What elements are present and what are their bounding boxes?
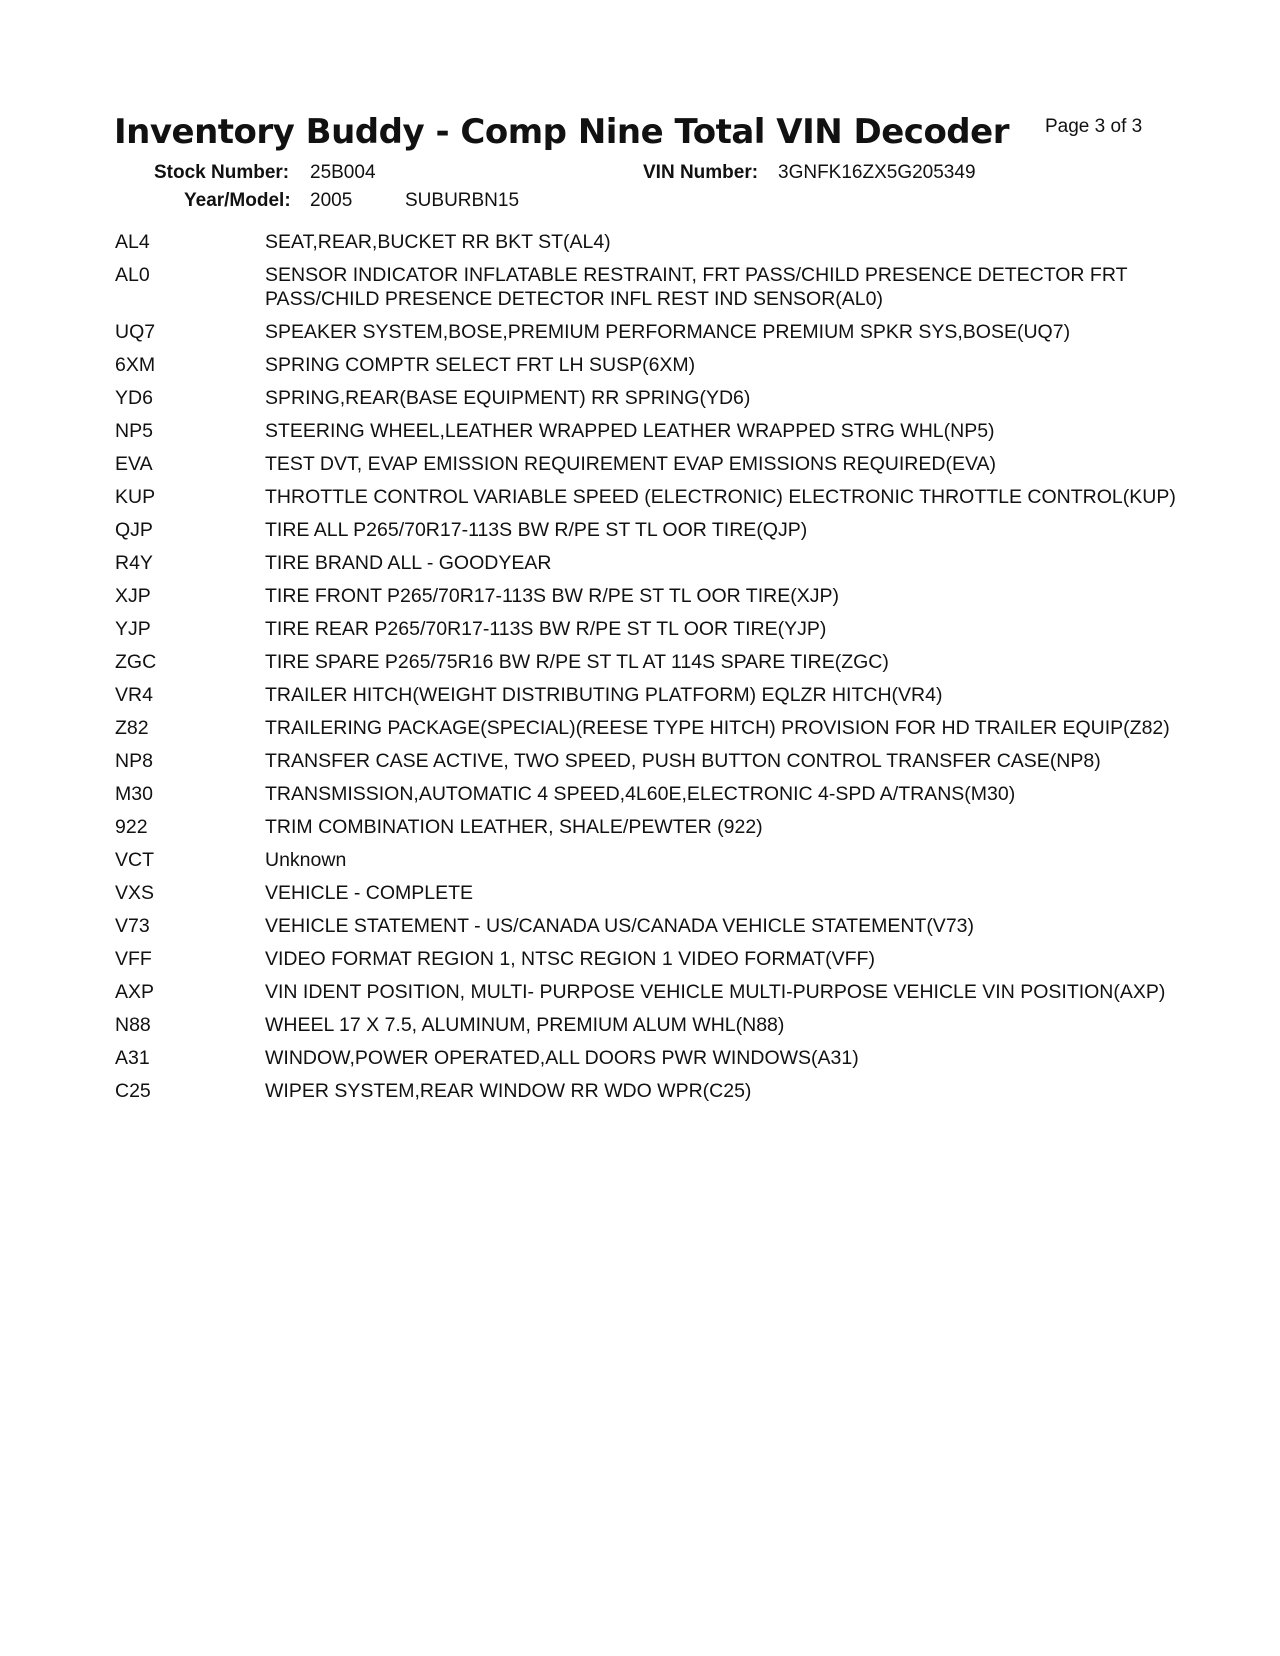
- option-code: M30: [115, 783, 153, 805]
- option-code: NP8: [115, 750, 153, 772]
- option-description: SENSOR INDICATOR INFLATABLE RESTRAINT, FRT PASS/CHILD PRESENCE DETECTOR FRT PASS/CHILD PRESENCE DETECTOR INFL REST IND SENSOR(AL0): [265, 264, 1128, 310]
- option-code: ZGC: [115, 651, 157, 673]
- option-description: TRIM COMBINATION LEATHER, SHALE/PEWTER (922): [265, 816, 763, 838]
- list-item: [115, 1013, 1235, 1037]
- list-item: [115, 353, 1235, 377]
- list-item: [115, 263, 1235, 311]
- list-item: [115, 881, 1235, 905]
- list-item: [115, 551, 1235, 575]
- option-code: QJP: [115, 519, 153, 541]
- option-code: UQ7: [115, 321, 156, 343]
- list-item: [115, 1046, 1235, 1070]
- list-item: [115, 782, 1235, 806]
- option-code: KUP: [115, 486, 156, 508]
- option-code: VXS: [115, 882, 155, 904]
- option-code: N88: [115, 1014, 151, 1036]
- list-item: [115, 650, 1235, 674]
- list-item: [115, 947, 1235, 971]
- list-item: [115, 320, 1235, 344]
- stock-number-label: Stock Number:: [154, 162, 290, 183]
- list-item: [115, 230, 1235, 254]
- option-description: SEAT,REAR,BUCKET RR BKT ST(AL4): [265, 231, 611, 253]
- list-item: [115, 848, 1235, 872]
- option-code: AL0: [115, 264, 150, 286]
- option-description: VEHICLE STATEMENT - US/CANADA US/CANADA VEHICLE STATEMENT(V73): [265, 915, 974, 937]
- option-code: A31: [115, 1047, 150, 1069]
- list-item: [115, 716, 1235, 740]
- option-code: EVA: [115, 453, 153, 475]
- list-item: [115, 452, 1235, 476]
- option-description: STEERING WHEEL,LEATHER WRAPPED LEATHER WRAPPED STRG WHL(NP5): [265, 420, 995, 442]
- option-description: WHEEL 17 X 7.5, ALUMINUM, PREMIUM ALUM WHL(N88): [265, 1014, 785, 1036]
- list-item: [115, 1079, 1235, 1103]
- option-description: Unknown: [265, 849, 347, 871]
- stock-number-value: 25B004: [310, 162, 376, 183]
- page-title: Inventory Buddy - Comp Nine Total VIN Decoder: [114, 112, 1009, 152]
- option-code-list: [115, 230, 1235, 1112]
- option-description: WIPER SYSTEM,REAR WINDOW RR WDO WPR(C25): [265, 1080, 752, 1102]
- option-description: SPRING,REAR(BASE EQUIPMENT) RR SPRING(YD6): [265, 387, 751, 409]
- option-code: AXP: [115, 981, 155, 1003]
- option-description: TRANSMISSION,AUTOMATIC 4 SPEED,4L60E,ELECTRONIC 4-SPD A/TRANS(M30): [265, 783, 1016, 805]
- option-description: SPRING COMPTR SELECT FRT LH SUSP(6XM): [265, 354, 696, 376]
- option-code: VFF: [115, 948, 152, 970]
- option-description: VIDEO FORMAT REGION 1, NTSC REGION 1 VIDEO FORMAT(VFF): [265, 948, 875, 970]
- option-code: C25: [115, 1080, 151, 1102]
- option-code: VCT: [115, 849, 154, 871]
- list-item: [115, 749, 1235, 773]
- option-description: TRANSFER CASE ACTIVE, TWO SPEED, PUSH BUTTON CONTROL TRANSFER CASE(NP8): [265, 750, 1101, 772]
- option-description: TIRE SPARE P265/75R16 BW R/PE ST TL AT 114S SPARE TIRE(ZGC): [265, 651, 889, 673]
- option-description: SPEAKER SYSTEM,BOSE,PREMIUM PERFORMANCE PREMIUM SPKR SYS,BOSE(UQ7): [265, 321, 1071, 343]
- list-item: [115, 584, 1235, 608]
- list-item: [115, 518, 1235, 542]
- option-code: 6XM: [115, 354, 156, 376]
- option-description: TIRE BRAND ALL - GOODYEAR: [265, 552, 552, 574]
- option-description: TIRE ALL P265/70R17-113S BW R/PE ST TL OOR TIRE(QJP): [265, 519, 808, 541]
- option-description: WINDOW,POWER OPERATED,ALL DOORS PWR WINDOWS(A31): [265, 1047, 859, 1069]
- option-code: Z82: [115, 717, 149, 739]
- list-item: [115, 815, 1235, 839]
- model-value: SUBURBN15: [405, 190, 520, 211]
- list-item: [115, 980, 1235, 1004]
- option-description: THROTTLE CONTROL VARIABLE SPEED (ELECTRONIC) ELECTRONIC THROTTLE CONTROL(KUP): [265, 486, 1176, 508]
- list-item: [115, 485, 1235, 509]
- option-description: TEST DVT, EVAP EMISSION REQUIREMENT EVAP EMISSIONS REQUIRED(EVA): [265, 453, 997, 475]
- option-description: VEHICLE - COMPLETE: [265, 882, 474, 904]
- list-item: [115, 683, 1235, 707]
- list-item: [115, 419, 1235, 443]
- option-code: YD6: [115, 387, 153, 409]
- option-description: VIN IDENT POSITION, MULTI- PURPOSE VEHICLE MULTI-PURPOSE VEHICLE VIN POSITION(AXP): [265, 981, 1166, 1003]
- option-code: VR4: [115, 684, 153, 706]
- option-code: R4Y: [115, 552, 153, 574]
- option-description: TRAILERING PACKAGE(SPECIAL)(REESE TYPE HITCH) PROVISION FOR HD TRAILER EQUIP(Z82): [265, 717, 1170, 739]
- page-number: Page 3 of 3: [1045, 116, 1143, 137]
- year-model-label: Year/Model:: [184, 190, 291, 211]
- vin-number-label: VIN Number:: [643, 162, 759, 183]
- vin-number-value: 3GNFK16ZX5G205349: [778, 162, 976, 183]
- list-item: [115, 914, 1235, 938]
- option-code: 922: [115, 816, 148, 838]
- option-code: V73: [115, 915, 150, 937]
- option-code: NP5: [115, 420, 153, 442]
- option-code: YJP: [115, 618, 151, 640]
- option-code: AL4: [115, 231, 150, 253]
- option-description: TIRE FRONT P265/70R17-113S BW R/PE ST TL OOR TIRE(XJP): [265, 585, 839, 607]
- list-item: [115, 617, 1235, 641]
- list-item: [115, 386, 1235, 410]
- year-value: 2005: [310, 190, 353, 211]
- option-code: XJP: [115, 585, 151, 607]
- option-description: TRAILER HITCH(WEIGHT DISTRIBUTING PLATFORM) EQLZR HITCH(VR4): [265, 684, 943, 706]
- option-description: TIRE REAR P265/70R17-113S BW R/PE ST TL OOR TIRE(YJP): [265, 618, 827, 640]
